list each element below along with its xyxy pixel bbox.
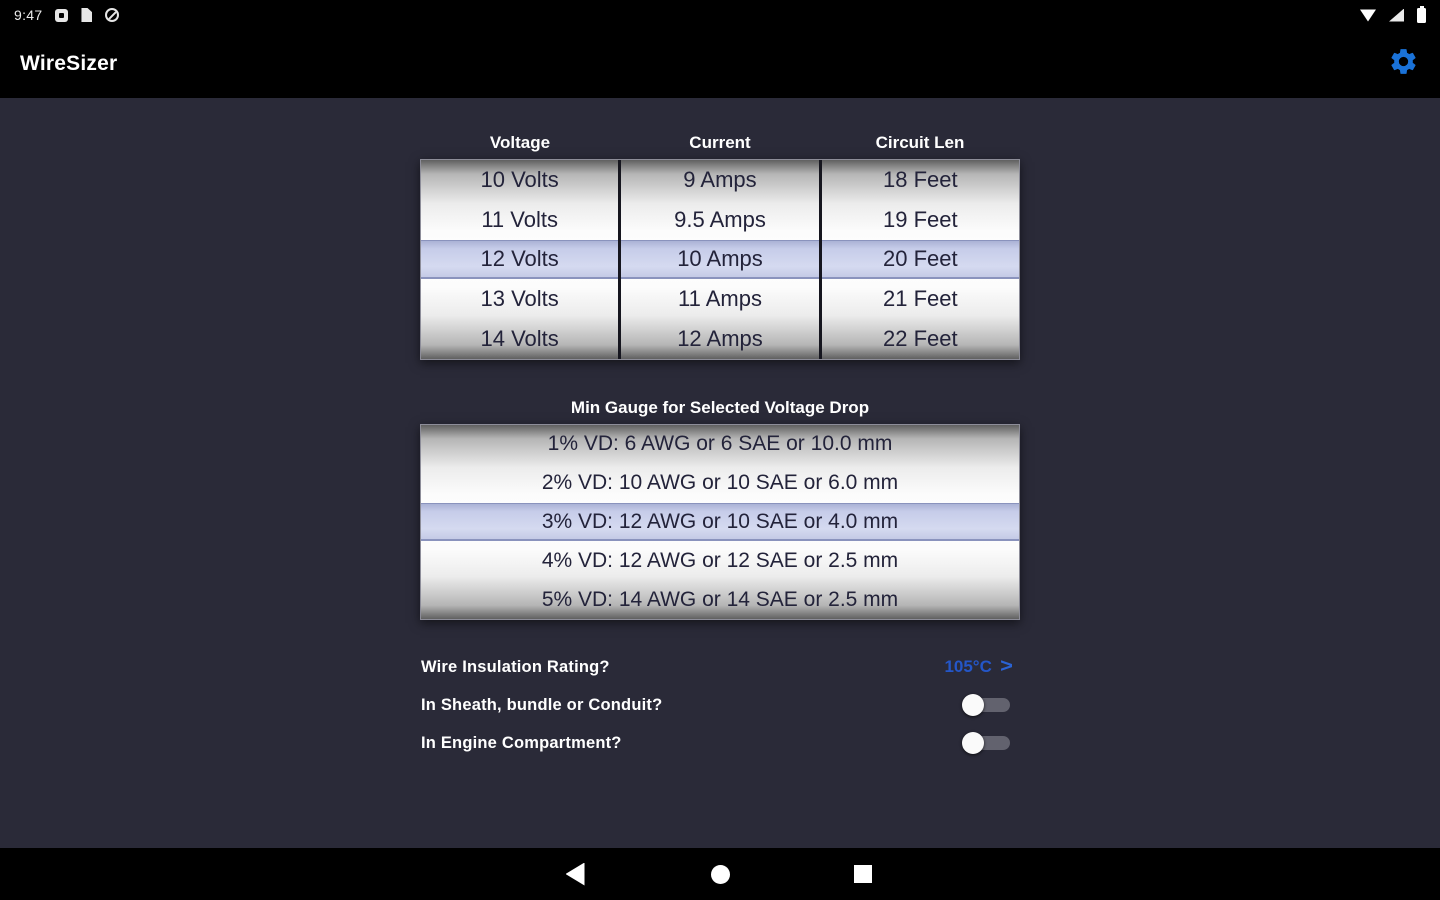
picker-option-selected[interactable]: 10 Amps [621,240,818,280]
insulation-rating-row [421,648,1012,686]
picker-column-voltage[interactable] [421,160,618,359]
gauge-option[interactable]: 5% VD: 14 AWG or 14 SAE or 2.5 mm [541,587,899,611]
current-header: Current [689,133,751,152]
picker-option[interactable]: 13 Volts [480,286,559,312]
clock: 9:47 [14,7,43,23]
back-icon [566,863,585,886]
picker-headers [420,133,1020,153]
picker-option-selected[interactable]: 12 Volts [421,240,618,280]
picker-option[interactable]: 21 Feet [883,286,958,312]
picker-option[interactable]: 9.5 Amps [674,206,766,232]
picker-option[interactable]: 18 Feet [883,166,958,192]
chevron-right-icon: > [1000,656,1013,677]
gauge-option[interactable]: 1% VD: 6 AWG or 6 SAE or 10.0 mm [547,432,893,456]
home-icon [711,865,730,884]
picker-column-current[interactable] [618,160,818,359]
app-bar [0,30,1440,98]
battery-icon [1417,8,1426,23]
engine-compartment-label: In Engine Compartment? [421,733,622,752]
sheath-label: In Sheath, bundle or Conduit? [421,695,663,714]
voltage-header: Voltage [489,133,551,152]
sheath-toggle[interactable] [962,694,1012,716]
picker-option[interactable]: 19 Feet [883,206,958,232]
picker-option[interactable]: 12 Amps [677,326,763,352]
status-bar [0,0,1440,30]
value-pickers [420,159,1020,360]
android-nav-bar [0,848,1440,900]
circuit-length-header: Circuit Len [875,133,965,152]
settings-options [421,648,1012,762]
gauge-option[interactable]: 4% VD: 12 AWG or 12 SAE or 2.5 mm [541,548,899,572]
toggle-thumb [962,694,984,716]
picker-option[interactable]: 14 Volts [480,326,559,352]
picker-option-selected[interactable]: 20 Feet [822,240,1019,280]
gauge-option[interactable]: 2% VD: 10 AWG or 10 SAE or 6.0 mm [541,471,899,495]
picker-option[interactable]: 9 Amps [683,166,757,192]
insulation-rating-temp: 105°C [944,657,992,676]
min-gauge-column[interactable] [421,425,1019,619]
recents-icon [854,865,872,883]
picker-option[interactable]: 11 Volts [481,206,558,232]
min-gauge-heading: Min Gauge for Selected Voltage Drop [570,398,870,417]
gauge-option-selected[interactable]: 3% VD: 12 AWG or 10 SAE or 4.0 mm [421,503,1019,542]
min-gauge-picker [420,424,1020,620]
recents-button[interactable] [833,848,893,900]
insulation-rating-label: Wire Insulation Rating? [421,657,610,676]
screenshot-icon [55,9,68,22]
picker-option[interactable]: 11 Amps [678,286,762,312]
picker-option[interactable]: 22 Feet [883,326,958,352]
engine-compartment-toggle[interactable] [962,732,1012,754]
settings-button[interactable] [1386,47,1420,81]
engine-compartment-row [421,724,1012,762]
cell-signal-icon [1389,9,1404,22]
document-icon [81,8,92,22]
sheath-row [421,686,1012,724]
page-title: WireSizer [20,52,118,75]
no-signal-circle-icon [105,8,119,22]
back-button[interactable] [545,848,605,900]
home-button[interactable] [690,848,750,900]
wifi-icon [1360,9,1376,22]
picker-column-circuit-length[interactable] [819,160,1019,359]
insulation-rating-value[interactable] [944,656,1012,678]
picker-option[interactable]: 10 Volts [480,166,559,192]
toggle-thumb [962,732,984,754]
gear-icon [1388,46,1419,82]
